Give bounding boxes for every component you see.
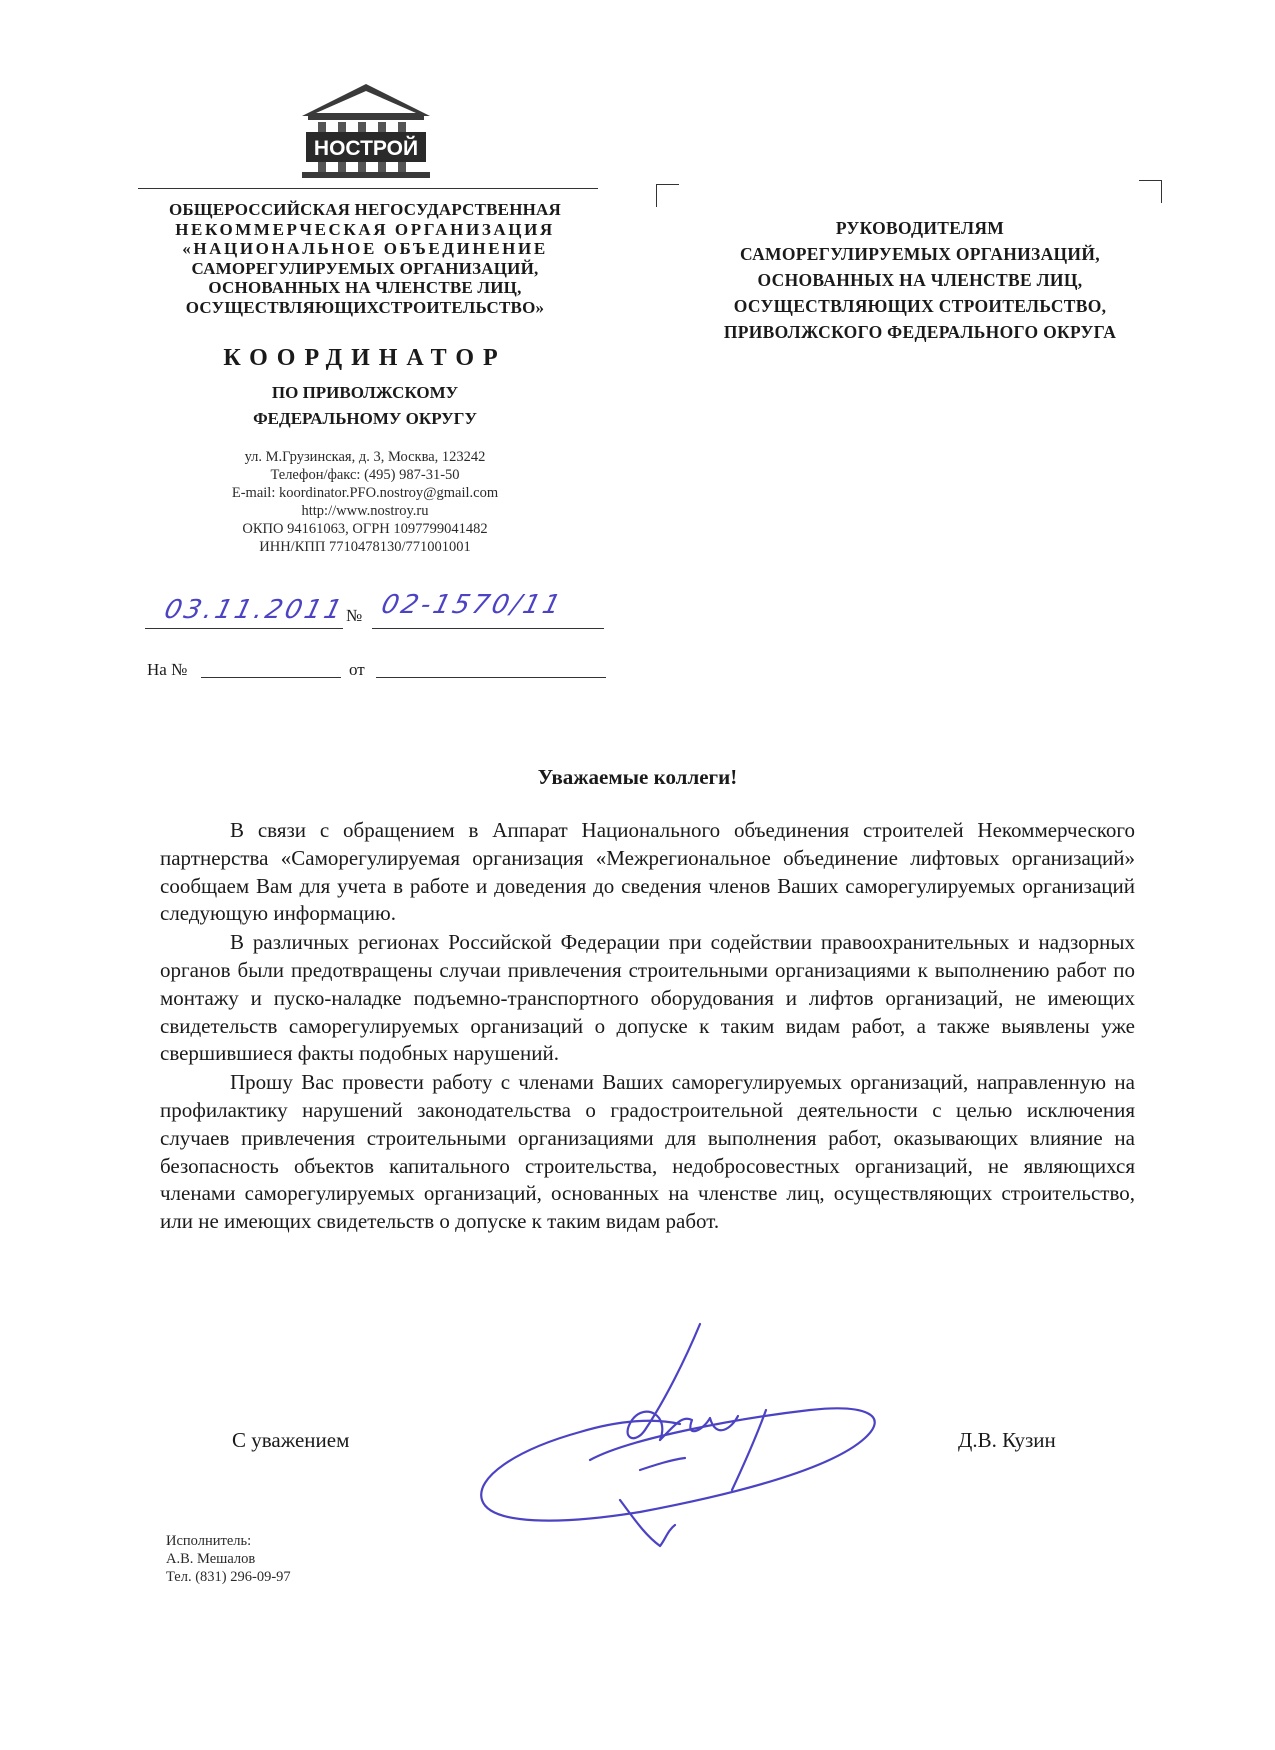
number-label: № xyxy=(346,606,363,625)
addressee-line: РУКОВОДИТЕЛЯМ xyxy=(835,218,1005,238)
body-paragraph: В связи с обращением в Аппарат Национального объединения строителей Некоммерческого партнерства «Саморегулируемая организация «Межрегиональное объединение лифтовых организаций» сообщаем Вам для учета в работе и доведения до сведения членов Ваших саморегулируемых организаций следующую информацию. xyxy=(160,818,1135,926)
body-paragraph: Прошу Вас провести работу с членами Ваших саморегулируемых организаций, направленную на профилактику нарушений законодательства о градостроительной деятельности с целью исключения случаев привлечения строительными организациями для выполнения работ, оказывающих влияние на безопасность объектов капитального строительства, недобросовестных организаций, не являющихся членами саморегулируемых организаций, основанных на членстве лиц, осуществляющих строительство, или не имеющих свидетельств о допуске к таким видам работ. xyxy=(160,1070,1135,1234)
reference-number-underline xyxy=(201,677,341,678)
contact-address: ул. М.Грузинская, д. 3, Москва, 123242 xyxy=(244,449,486,465)
organization-name xyxy=(130,200,600,317)
addressee-corner-left xyxy=(656,184,679,207)
addressee-block xyxy=(660,215,1180,345)
letter-body xyxy=(160,817,1135,1237)
reference-date-label: от xyxy=(349,660,365,679)
executor-phone: Тел. (831) 296-09-97 xyxy=(166,1569,291,1585)
reference-number-label: На № xyxy=(147,660,188,679)
addressee-line: ОСУЩЕСТВЛЯЮЩИХ СТРОИТЕЛЬСТВО, xyxy=(733,296,1107,316)
org-name-line: ОБЩЕРОССИЙСКАЯ НЕГОСУДАРСТВЕННАЯ xyxy=(168,200,562,219)
contact-website: http://www.nostroy.ru xyxy=(301,503,429,519)
contact-registry-codes: ОКПО 94161063, ОГРН 1097799041482 xyxy=(242,521,488,537)
coordinator-region xyxy=(130,380,600,432)
coordinator-title: КООРДИНАТОР xyxy=(223,345,507,371)
greeting: Уважаемые коллеги! xyxy=(537,765,738,789)
handwritten-signature xyxy=(470,1320,900,1550)
coordinator-region-line: ФЕДЕРАЛЬНОМУ ОКРУГУ xyxy=(253,409,477,428)
logo-text: НОСТРОЙ xyxy=(313,137,419,160)
org-name-line: НЕКОММЕРЧЕСКАЯ ОРГАНИЗАЦИЯ xyxy=(175,219,555,239)
number-underline xyxy=(372,628,604,629)
contact-email: E-mail: koordinator.PFO.nostroy@gmail.com xyxy=(231,485,499,501)
signer-name: Д.В. Кузин xyxy=(958,1428,1056,1452)
contact-phone: Телефон/факс: (495) 987-31-50 xyxy=(270,467,460,483)
addressee-line: ОСНОВАННЫХ НА ЧЛЕНСТВЕ ЛИЦ, xyxy=(757,270,1083,290)
org-name-line: ОСУЩЕСТВЛЯЮЩИХСТРОИТЕЛЬСТВО» xyxy=(185,297,545,317)
nostroy-logo xyxy=(298,82,434,180)
closing-phrase: С уважением xyxy=(232,1428,350,1452)
addressee-line: САМОРЕГУЛИРУЕМЫХ ОРГАНИЗАЦИЙ, xyxy=(740,244,1100,264)
executor-label: Исполнитель: xyxy=(166,1533,252,1549)
date-underline xyxy=(145,628,343,629)
outgoing-date: 03.11.2011 xyxy=(161,595,348,625)
addressee-corner-right xyxy=(1139,180,1162,203)
executor-info xyxy=(166,1532,291,1586)
org-name-line: ОСНОВАННЫХ НА ЧЛЕНСТВЕ ЛИЦ, xyxy=(208,278,522,297)
coordinator-region-line: ПО ПРИВОЛЖСКОМУ xyxy=(271,383,459,402)
body-paragraph: В различных регионах Российской Федерации при содействии правоохранительных и надзорных органов были предотвращены случаи привлечения строительными организациями к выполнению работ по монтажу и пуско-наладке подъемно-транспортного оборудования и лифтов организаций, не имеющих свидетельств саморегулируемых организаций о допуске к таким видам работ, а также выявлены уже свершившиеся факты подобных нарушений. xyxy=(160,930,1135,1066)
reference-date-underline xyxy=(376,677,606,678)
org-name-line: САМОРЕГУЛИРУЕМЫХ ОРГАНИЗАЦИЙ, xyxy=(191,258,539,278)
addressee-line: ПРИВОЛЖСКОГО ФЕДЕРАЛЬНОГО ОКРУГА xyxy=(723,322,1117,342)
org-name-line: «НАЦИОНАЛЬНОЕ ОБЪЕДИНЕНИЕ xyxy=(182,239,548,258)
contact-details xyxy=(130,448,600,556)
executor-name: А.В. Мешалов xyxy=(166,1551,256,1567)
contact-tax-codes: ИНН/КПП 7710478130/771001001 xyxy=(259,539,471,555)
outgoing-number: 02-1570/11 xyxy=(378,590,567,620)
header-divider xyxy=(138,188,598,189)
